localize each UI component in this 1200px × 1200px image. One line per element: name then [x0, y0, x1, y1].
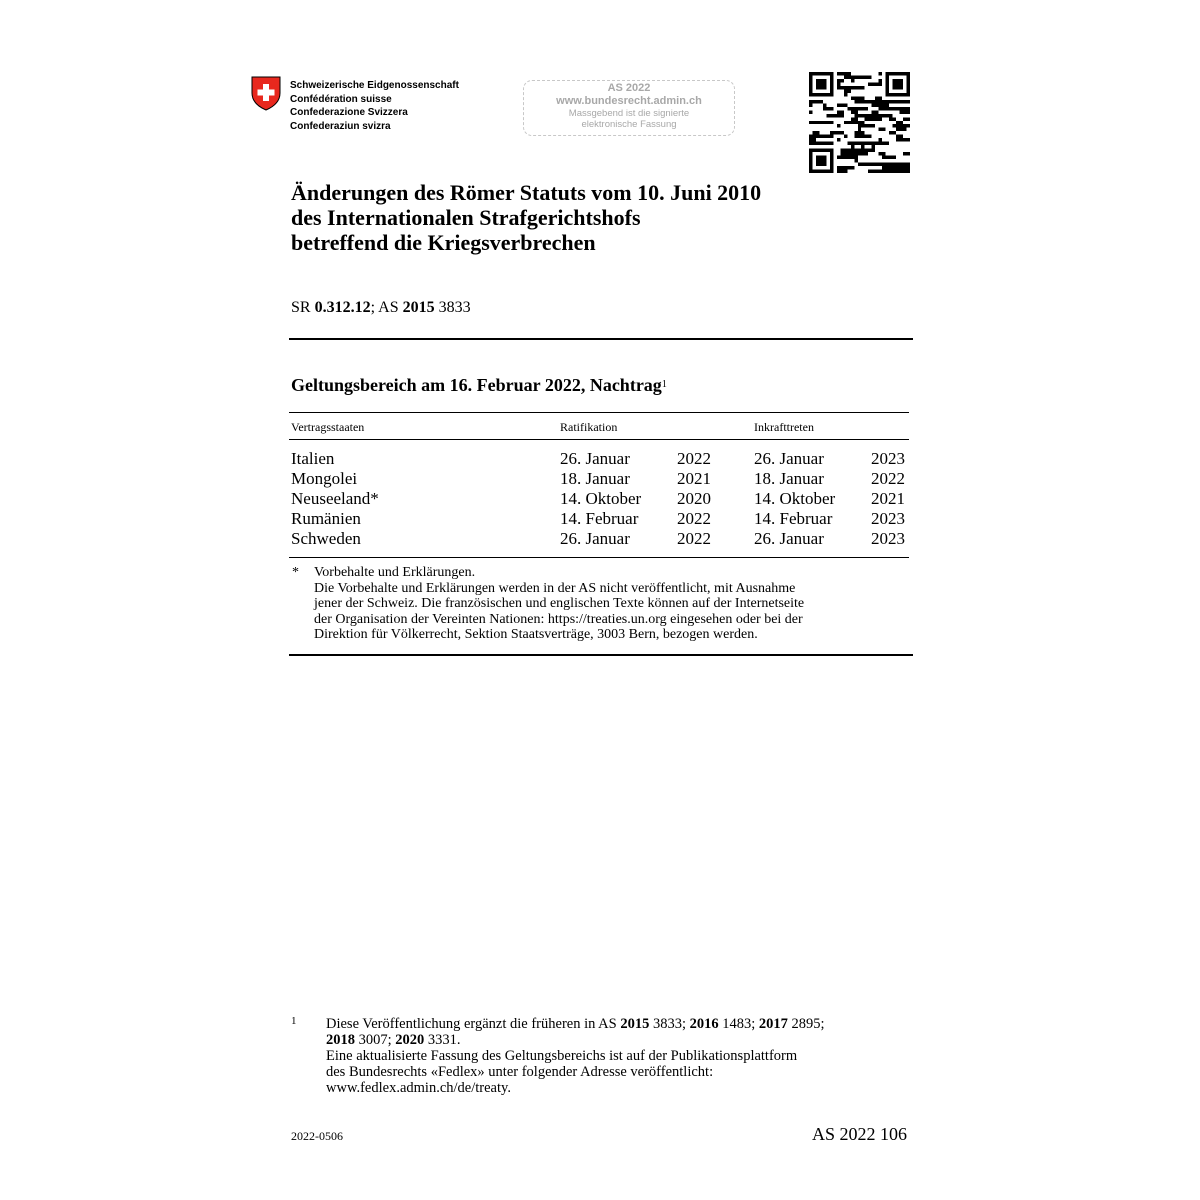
scope-footnote-ref: 1	[661, 379, 667, 390]
table-row	[291, 469, 357, 489]
table-bottom-rule	[289, 557, 909, 558]
stamp-line-3: Massgebend ist die signierte	[568, 108, 690, 119]
title-line-2: des Internationalen Strafgerichtshofs	[291, 205, 641, 230]
confederation-name-de: Schweizerische Eidgenossenschaft	[290, 80, 459, 91]
reservations-note	[314, 565, 904, 643]
footnote-ref-page: 3331.	[424, 1032, 461, 1048]
entry-year: 2023	[871, 509, 905, 528]
stamp-line-4: elektronische Fassung	[581, 119, 677, 130]
entry-year: 2022	[871, 469, 905, 488]
table-row	[291, 509, 361, 529]
table-header-rule	[289, 439, 909, 440]
ratification-date: 26. Januar	[560, 449, 630, 468]
ratification-date: 14. Februar	[560, 509, 639, 528]
state-name: Neuseeland*	[291, 489, 379, 508]
footnote-ref-page: 1483;	[718, 1016, 759, 1032]
col-header-entry: Inkrafttreten	[754, 420, 814, 434]
note-line: der Organisation der Vereinten Nationen: https://treaties.un.org eingesehen oder bei der	[314, 611, 803, 627]
footnote-line-2	[326, 1032, 906, 1048]
state-name: Schweden	[291, 529, 361, 548]
table-row	[291, 449, 334, 469]
sr-prefix: SR	[291, 299, 315, 316]
footnote-text	[326, 1016, 906, 1096]
confederation-name-it: Confederazione Svizzera	[290, 107, 408, 118]
footnote-line: Eine aktualisierte Fassung des Geltungsbereichs ist auf der Publikationsplattform	[326, 1048, 798, 1064]
col-header-ratification: Ratifikation	[560, 420, 618, 434]
confederation-names	[290, 79, 459, 133]
entry-date: 14. Oktober	[754, 489, 836, 508]
footnote-url: www.fedlex.admin.ch/de/treaty.	[326, 1080, 511, 1096]
sr-separator: ; AS	[370, 299, 403, 316]
ratification-year: 2022	[677, 449, 711, 468]
sr-reference	[291, 299, 471, 317]
entry-date: 14. Februar	[754, 509, 833, 528]
sr-as-year: 2015	[402, 299, 435, 316]
table-row	[291, 489, 379, 509]
note-line: Die Vorbehalte und Erklärungen werden in der AS nicht veröffentlicht, mit Ausnahme	[314, 580, 796, 596]
footnote-ref-page: 3833;	[649, 1016, 690, 1032]
sr-number: 0.312.12	[314, 299, 371, 316]
entry-date: 26. Januar	[754, 449, 824, 468]
title-line-3: betreffend die Kriegsverbrechen	[291, 230, 596, 255]
footnote-line-1	[326, 1016, 906, 1032]
title-line-1: Änderungen des Römer Statuts vom 10. Juni 2010	[291, 180, 762, 205]
footnote-ref-year: 2020	[395, 1032, 425, 1048]
note-line: Direktion für Völkerrecht, Sektion Staatsverträge, 3003 Bern, bezogen werden.	[314, 627, 758, 642]
state-name: Italien	[291, 449, 335, 468]
as-number: AS 2022 106	[812, 1124, 908, 1144]
note-line: Vorbehalte und Erklärungen.	[314, 565, 476, 580]
sr-as-page: 3833	[434, 299, 471, 316]
ratification-date: 18. Januar	[560, 469, 630, 488]
notes-divider	[289, 654, 913, 656]
stamp-line-1: AS 2022	[607, 82, 651, 94]
footnote-ref-year: 2015	[620, 1016, 650, 1032]
footnote-intro: Diese Veröffentlichung ergänzt die früheren in AS	[326, 1016, 621, 1032]
document-title	[291, 180, 761, 255]
entry-year: 2023	[871, 449, 905, 468]
ratification-year: 2020	[677, 489, 711, 508]
ratification-year: 2021	[677, 469, 711, 488]
scope-title-text: Geltungsbereich am 16. Februar 2022, Nachtrag	[291, 375, 662, 395]
ratification-date: 26. Januar	[560, 529, 630, 548]
confederation-name-rm: Confederaziun svizra	[290, 120, 391, 132]
note-marker: *	[292, 565, 299, 580]
document-id: 2022-0506	[291, 1129, 343, 1143]
footnote-ref-year: 2017	[758, 1016, 788, 1032]
entry-date: 26. Januar	[754, 529, 824, 548]
entry-date: 18. Januar	[754, 469, 824, 488]
table-row	[291, 529, 361, 549]
stamp-line-2: www.bundesrecht.admin.ch	[556, 95, 702, 107]
ratification-year: 2022	[677, 529, 711, 548]
footnote-line: des Bundesrechts «Fedlex» unter folgender Adresse veröffentlicht:	[326, 1064, 714, 1080]
note-line: jener der Schweiz. Die französischen und englischen Texte können auf der Internetseite	[314, 596, 805, 611]
swiss-coat-of-arms-icon	[251, 76, 281, 111]
ratification-date: 14. Oktober	[560, 489, 642, 508]
table-top-rule	[289, 412, 909, 413]
ratification-year: 2022	[677, 509, 711, 528]
footnote-ref-page: 2895;	[787, 1016, 825, 1032]
state-name: Mongolei	[291, 469, 358, 488]
section-divider	[289, 338, 913, 340]
state-name: Rumänien	[291, 509, 361, 528]
scope-title	[291, 375, 667, 396]
footnote-ref-year: 2016	[689, 1016, 719, 1032]
footnote-ref-page: 3007;	[355, 1032, 396, 1048]
publication-stamp	[523, 80, 735, 136]
entry-year: 2021	[871, 489, 905, 508]
entry-year: 2023	[871, 529, 905, 548]
footnote-ref-year: 2018	[326, 1032, 355, 1048]
footnote-marker: 1	[291, 1015, 297, 1027]
confederation-name-fr: Confédération suisse	[290, 93, 392, 105]
qr-code-icon	[809, 72, 910, 173]
col-header-states: Vertragsstaaten	[291, 420, 365, 434]
